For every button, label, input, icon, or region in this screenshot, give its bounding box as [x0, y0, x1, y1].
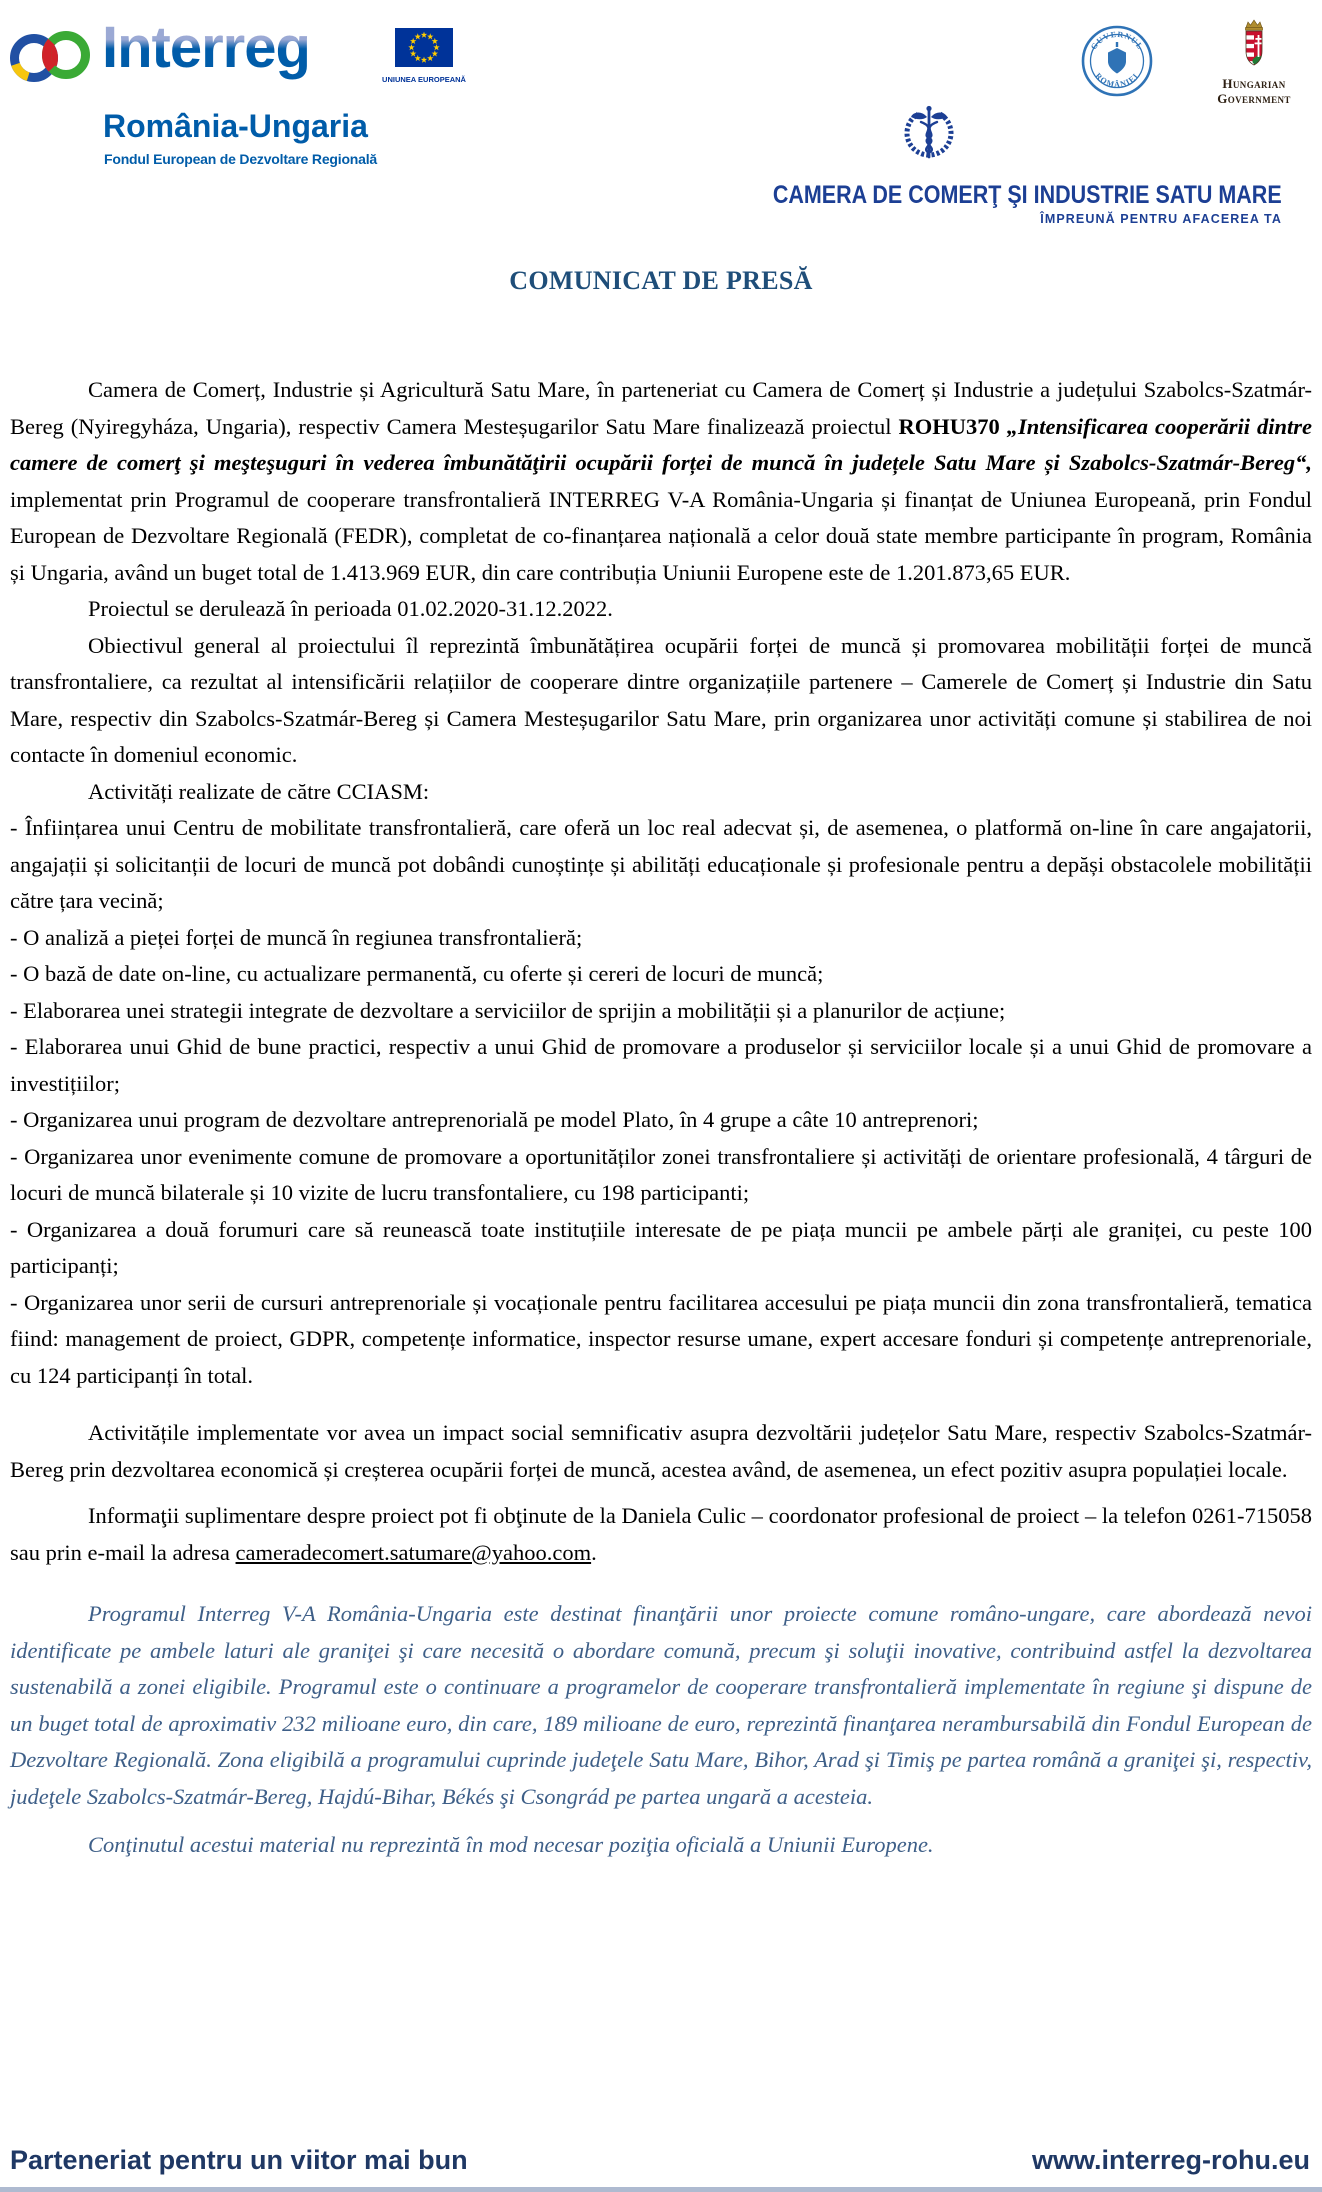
paragraph-activities-heading: Activități realizate de către CCIASM: — [88, 778, 430, 804]
header — [0, 0, 1322, 240]
eu-flag-icon — [395, 28, 453, 67]
activity-item: - Organizarea unor evenimente comune de promovare a oportunităților zonei transfrontaliere și activități de orientare profesională, 4 târguri de locuri de muncă bilaterale și 10 vizite de lucru transfontaliere, cu 198 participanti; — [10, 1143, 1312, 1205]
activity-item: - Elaborarea unei strategii integrate de dezvoltare a serviciilor de sprijin a mobilității și a planurilor de acțiune; — [10, 997, 1006, 1023]
interreg-infinity-icon — [8, 24, 100, 90]
intro-text-post: implementat prin Programul de cooperare transfrontalieră INTERREG V-A România-Ungaria și finanțat de Uniunea Europeană, prin Fondul European de Dezvoltare Regională (FEDR), completat de co-finanțarea națională a celor două state membre participante în program, România și Ungaria, având un buget total de 1.413.969 EUR, din care contribuția Uniunii Europene este de 1.201.873,65 EUR. — [10, 486, 1312, 585]
chamber-name: CAMERA DE COMERŢ ŞI INDUSTRIE SATU MARE — [773, 181, 1282, 209]
chamber-tagline: ÎMPREUNĂ PENTRU AFACEREA TA — [1040, 212, 1282, 226]
project-code: ROHU370 — [898, 413, 1007, 439]
caduceus-emblem-icon — [902, 100, 956, 171]
activity-item: - Organizarea unor serii de cursuri antreprenoriale și vocaționale pentru facilitarea accesului pe piața muncii din zona transfrontalieră, tematica fiind: management de proiect, GDPR, competențe informatice, inspector resurse umane, expert accesare fonduri și competențe antreprenoriale, cu 124 participanți în total. — [10, 1289, 1312, 1388]
gov-ro-seal-text-top: GUVERNUL — [1089, 29, 1146, 52]
paragraph-objective: Obiectivul general al proiectului îl reprezintă îmbunătățirea ocupării forței de muncă și promovarea mobilității forței de muncă transfrontaliere, ca rezultat al intensificării relațiilor de cooperare dintre organizațiile partenere – Camerele de Comerț și Industrie din Satu Mare, respectiv din Szabolcs-Szatmár-Bereg și Camera Mesteșugarilor Satu Mare, prin organizarea unor activități comune și stabilirea de noi contacte în domeniul economic. — [10, 632, 1312, 767]
hungarian-government-logo — [1196, 18, 1312, 106]
gov-ro-seal-icon — [1080, 24, 1154, 103]
hungarian-government-label: Hungarian Government — [1217, 76, 1291, 106]
intro-text-pre: Camera de Comerț, Industrie și Agricultură Satu Mare, în parteneriat cu Camera de Comerț și Industrie a județului Szabolcs-Szatmár-Bereg (Nyiregyháza, Ungaria), respectiv Camera Mesteșugarilor Satu Mare finalizează proiectul — [10, 377, 1312, 439]
page-title: COMUNICAT DE PRESĂ — [509, 266, 813, 295]
svg-text:ROMÂNIEI — [1094, 71, 1141, 89]
eu-flag-block — [378, 28, 470, 84]
footer-website-link[interactable]: www.interreg-rohu.eu — [1031, 2145, 1310, 2175]
paragraph-program-note: Programul Interreg V-A România-Ungaria este destinat finanţării unor proiecte comune româno-ungare, care abordează nevoi identificate pe ambele laturi ale graniţei şi care necesită o abordare comună, precum şi soluţii inovative, contribuind astfel la dezvoltarea sustenabilă a zonei eligibile. Programul este o continuare a programelor de cooperare transfrontalieră implementate în regiune şi dispune de un buget total de aproximativ 232 milioane euro, din care, 189 milioane de euro, reprezintă finanţarea nerambursabilă din Fondul European de Dezvoltare Regională. Zona eligibilă a programului cuprinde judeţele Satu Mare, Bihor, Arad şi Timiş pe partea română a graniţei şi, respectiv, judeţele Szabolcs-Szatmár-Bereg, Hajdú-Bihar, Békés şi Csongrád pe partea ungară a acesteia. — [10, 1601, 1312, 1809]
interreg-program-name: România-Ungaria — [103, 108, 368, 144]
page-bottom-edge — [0, 2187, 1322, 2192]
activity-item: - O analiză a pieței forței de muncă în regiunea transfrontalieră; — [10, 924, 583, 950]
contact-text-pre: Informaţii suplimentare despre proiect pot fi obţinute de la Daniela Culic – coordonator profesional de proiect – la telefon 0261-715058 sau prin e-mail la adresa — [10, 1503, 1312, 1565]
chamber-heading — [690, 181, 1282, 226]
paragraph-impact: Activitățile implementate vor avea un impact social semnificativ asupra dezvoltării județelor Satu Mare, respectiv Szabolcs-Szatmár-Bereg prin dezvoltarea economică și creșterea ocupării forței de muncă, acestea având, de asemenea, un efect pozitiv asupra populației locale. — [10, 1420, 1312, 1482]
footer-slogan: Parteneriat pentru un viitor mai bun — [10, 2145, 468, 2175]
paragraph-period: Proiectul se derulează în perioada 01.02.2020-31.12.2022. — [88, 596, 613, 621]
paragraph-intro — [10, 372, 1312, 591]
hungary-coat-of-arms-icon — [1237, 18, 1271, 68]
activity-item: - Elaborarea unui Ghid de bune practici, respectiv a unui Ghid de promovare a produselor și serviciilor locale și a unui Ghid de promovare a investițiilor; — [10, 1034, 1312, 1096]
gov-ro-seal-text-bottom: ROMÂNIEI — [1093, 71, 1141, 90]
interreg-brand-text: Interreg — [102, 15, 310, 80]
footer — [10, 2145, 1310, 2176]
paragraph-contact — [10, 1498, 1312, 1571]
interreg-fund-name: Fondul European de Dezvoltare Regională — [104, 151, 378, 167]
press-release-body — [10, 372, 1312, 1864]
activity-item: - Organizarea a două forumuri care să reunească toate instituțiile interesate de pe piața muncii pe ambele părți ale graniței, cu peste 100 participanți; — [10, 1216, 1312, 1278]
contact-text-post: . — [591, 1539, 597, 1565]
project-title: „Intensificarea cooperării dintre camere de comerţ şi meşteşuguri în vederea îmbunătăţirii ocupării forței de muncă în județele Satu Mare și Szabolcs-Szatmár-Bereg“, — [10, 413, 1313, 475]
activity-item: - Înființarea unui Centru de mobilitate transfrontalieră, care oferă un loc real adecvat și, de asemenea, o platformă on-line în care angajatorii, angajații și solicitanții de locuri de muncă pot dobândi cunoștințe și abilități educaționale și profesionale pentru a depăși obstacolele mobilității către țara vecină; — [10, 815, 1312, 913]
activity-item: - O bază de date on-line, cu actualizare permanentă, cu oferte și cereri de locuri de muncă; — [10, 961, 824, 986]
eu-flag-label: UNIUNEA EUROPEANĂ — [382, 75, 466, 84]
contact-email-link[interactable]: cameradecomert.satumare@yahoo.com — [235, 1539, 592, 1565]
activity-item: - Organizarea unui program de dezvoltare antreprenorială pe model Plato, în 4 grupe a câte 10 antreprenori; — [10, 1107, 979, 1132]
paragraph-disclaimer: Conţinutul acestui material nu reprezintă în mod necesar poziţia oficială a Uniunii Europene. — [88, 1832, 934, 1857]
